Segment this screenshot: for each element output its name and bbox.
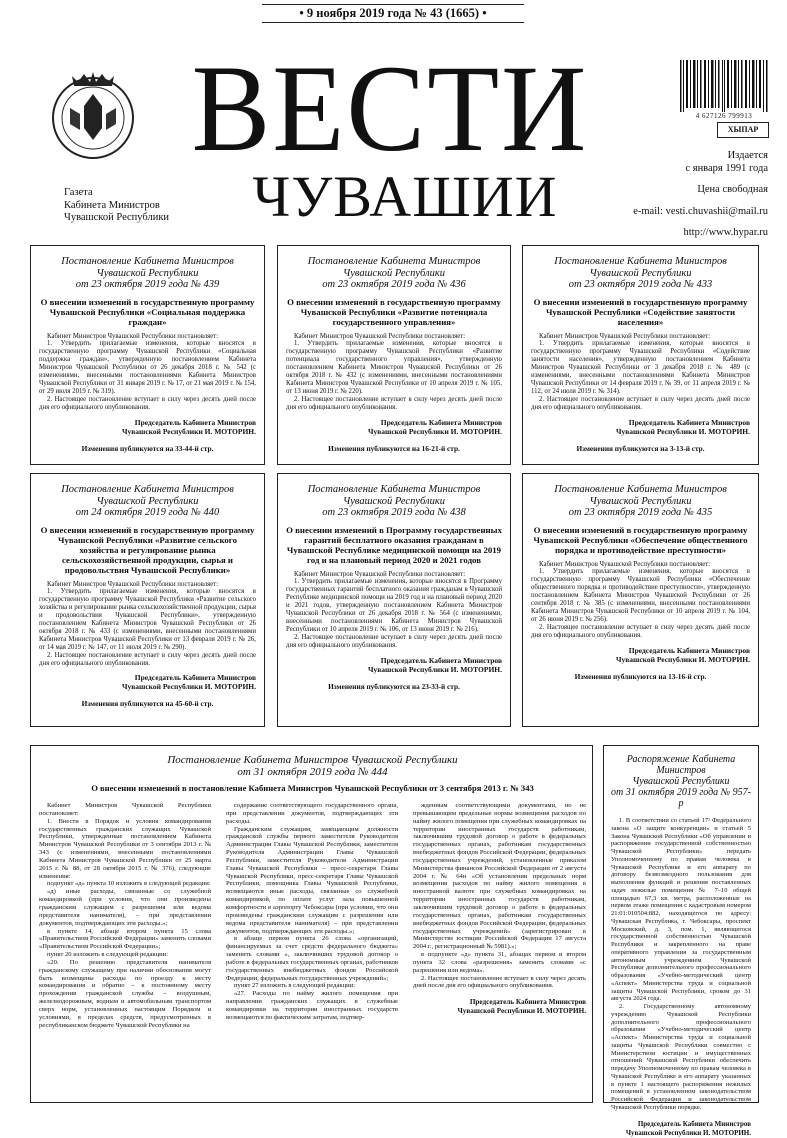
heading-line: от 23 октября 2019 года № 439 xyxy=(75,279,220,290)
article-signature xyxy=(611,1120,751,1138)
article-heading xyxy=(286,256,502,291)
heading-line: Чувашской Республики xyxy=(343,267,445,279)
article-signature xyxy=(39,673,256,691)
heading-line: Постановление Кабинета Министров xyxy=(554,256,727,267)
paragraph: 2. Настоящее постановление вступает в силу через десять дней после дня его официального опубликования. xyxy=(286,633,502,649)
article-title: О внесении изменений в Программу государственных гарантий бесплатного оказания гражданам в Чувашской Республике медицинской помощи на 2019 год и на плановый период 2020 и 2021 годов xyxy=(286,524,502,565)
page-reference: Изменения публикуются на 13-16-й стр. xyxy=(574,671,707,681)
paragraph: содержание соответствующего государственного органа, при представлении документов, подтверждающих эти расходы. xyxy=(226,802,398,825)
article-title: О внесении изменений в государственную программу Чувашской Республики «Обеспечение общественного порядка и противодействие преступности» xyxy=(533,524,748,555)
paragraph: 1. Утвердить прилагаемые изменения, которые вносятся в государственную программу Чувашской Республики «Содействие занятости населения», утвержденную постановлением Кабинета Министров Чувашской Республики от 3 декабря 2018 г. № 489 (с изменениями, внесенными постановлениями Кабинета Министров Чувашской Республики от 14 февраля 2019 г. № 39, от 11 апреля 2019 г. № 112, от 24 июля 2019 г. № 314). xyxy=(531,340,750,395)
article-heading xyxy=(31,754,594,778)
heading-line: Постановление Кабинета Министров xyxy=(61,256,234,267)
article-signature xyxy=(531,646,750,664)
article-heading xyxy=(286,484,502,519)
hypar-logo: ХЫПАР xyxy=(717,122,769,138)
heading-line: Постановление Кабинета Министров xyxy=(307,256,481,267)
publisher-line: Чувашской Республики xyxy=(64,212,170,223)
issue-rule-bottom xyxy=(262,22,524,23)
heading-line: от 23 октября 2019 года № 435 xyxy=(568,507,713,518)
paragraph: 1. Утвердить прилагаемые изменения, которые вносятся в государственную программу Чувашской Республики «Развитие сельского хозяйства и регулирование рынка сельскохозяйственной продукции, сырья и продовольствия Чувашской Республики», утвержденную постановлением Кабинета Министров Чувашской Республики от 26 октября 2018 г. № 433 (с изменениями, внесенными постановлениями Кабинета Министров Чувашской Республики от 13 февраля 2019 г. № 26, от 14 мая 2019 г. № 147, от 11 июля 2019 г. № 290). xyxy=(39,588,256,651)
paragraph: «д) иные расходы, связанные со служебной командировкой (при условии, что они произведены гражданским служащим с разрешения или ведома представителя нанимателя), – при представлении документов, подтверждающих эти расходы.»; xyxy=(39,888,211,927)
paragraph: Кабинет Министров Чувашской Республики постановляет: xyxy=(294,332,466,340)
masthead-title-top: ВЕСТИ xyxy=(191,39,589,178)
paragraph: 1. В соответствии со статьей 17¹ Федерального закона «О защите конкуренции» и статьей 5 Закона Чувашской Республики «Об управлении и распоряжении государственной собственностью Чувашской Республики» передать Уполномоченному по правам человека в Чувашской Республике и его аппарату по договору безвозмездного пользования для выполнения функций и решения поставленных задач нежилые помещения № 7–10 общей площадью 67,3 кв. метра, расположенные на первом этаже помещения с кадастровым номером 21:01:010504:882, находящегося по адресу: Чувашская Республика, г. Чебоксары, проспект Московский, д. 3, пом. 1, являющегося государственной собственностью Чувашской Республики и закрепленного на праве оперативного управления за государственным автономным учреждением Чувашской Республики дополнительного профессионального образования «Учебно-методический центр «Аспект» Министерства труда и социальной защиты Чувашской Республики, сроком до 31 августа 2024 года. xyxy=(611,817,751,1003)
signature-line: Чувашской Республики И. МОТОРИН. xyxy=(367,664,502,674)
signature-line: Председатель Кабинета Министров xyxy=(134,673,256,683)
signature-line: Чувашской Республики И. МОТОРИН. xyxy=(625,1128,751,1137)
chuvash-emblem-icon xyxy=(50,70,136,162)
barcode-number: 4 627126 799913 xyxy=(695,112,753,120)
article-signature xyxy=(286,418,502,436)
issue-line: • 9 ноября 2019 года № 43 (1665) • xyxy=(299,6,487,20)
paragraph: Кабинет Министров Чувашской Республики постановляет: xyxy=(47,580,219,588)
heading-line: от 23 октября 2019 года № 433 xyxy=(568,279,713,290)
paragraph: пункт 27 изложить в следующей редакции: xyxy=(234,982,356,990)
paragraph: в подпункте «д» пункта 31, абзацах первом и втором пункта 32 слова «разрешения» заменить словами «с разрешения или ведома». xyxy=(413,951,586,974)
paragraph: в абзаце первом пункта 26 слова «организаций, финансируемых за счет средств федерального бюджета» заменить словами «, заключивших трудовой договор о работе в федеральных государственных органах, работников государственных внебюджетных фондов Российской Федерации, федеральных государственных учреждений»; xyxy=(226,935,398,982)
paragraph: 1. Утвердить прилагаемые изменения, которые вносятся в государственную программу Чувашской Республики «Социальная поддержка граждан», утвержденную постановлением Кабинета Министров Чувашской Республики от 26 декабря 2018 г. № 542 (с изменениями, внесенными постановлениями Кабинета Министров Чувашской Республики от 31 января 2019 г. № 17, от 21 мая 2019 г. № 154, от 29 июля 2019 г. № 319). xyxy=(39,340,256,395)
heading-line: от 31 октября 2019 года № 444 xyxy=(237,766,388,778)
heading-line: Чувашской Республики xyxy=(589,267,692,279)
paragraph: 2. Настоящее постановление вступает в силу через десять дней после дня его официального опубликования. xyxy=(531,623,750,639)
paragraph: Кабинет Министров Чувашской Республики постановляет: xyxy=(47,332,219,340)
article-heading xyxy=(39,484,256,519)
paragraph: Кабинет Министров Чувашской Республики постановляет: xyxy=(294,570,466,578)
paragraph: Кабинет Министров Чувашской Республики постановляет: xyxy=(39,802,211,817)
paragraph: пункт 20 изложить в следующей редакции: xyxy=(47,951,169,959)
paragraph: «27. Расходы по найму жилого помещения при направлении гражданских служащих в служебные командировки на территории иностранных государств возмещаются по фактическим затратам, подтвер- xyxy=(226,990,398,1021)
heading-line: Постановление Кабинета Министров xyxy=(307,484,481,495)
page-reference: Изменения публикуются на 45-60-й стр. xyxy=(81,699,214,709)
signature-line: Председатель Кабинета Министров xyxy=(637,1119,751,1128)
heading-line: Чувашской Республики xyxy=(632,776,730,787)
since-line: с января 1991 года xyxy=(685,162,768,174)
email-link[interactable]: e-mail: vesti.chuvashii@mail.ru xyxy=(633,205,768,217)
article-440 xyxy=(30,473,265,727)
heading-line: Постановление Кабинета Министров Чувашской Республики xyxy=(167,754,458,766)
price-text: Цена свободная xyxy=(697,184,768,195)
page-reference: Изменения публикуются на 23-33-й стр. xyxy=(328,681,460,691)
heading-line: от 23 октября 2019 года № 438 xyxy=(322,507,466,518)
publisher-line: Газета xyxy=(64,187,93,198)
publisher-line: Кабинета Министров xyxy=(64,199,160,211)
heading-line: Чувашской Республики xyxy=(589,495,692,507)
article-heading xyxy=(611,754,751,809)
text-column xyxy=(611,817,751,1112)
heading-line: от 24 октября 2019 года № 440 xyxy=(75,507,220,518)
signature-line: Председатель Кабинета Министров xyxy=(628,645,750,655)
article-title: О внесении изменений в постановление Кабинета Министров Чувашской Республики от 3 сентября 2013 г. № 343 xyxy=(91,783,534,793)
publisher-info xyxy=(64,187,169,225)
text-column xyxy=(413,802,586,1016)
heading-line: Постановление Кабинета Министров xyxy=(61,484,234,495)
article-439 xyxy=(30,245,265,465)
signature-line: Председатель Кабинета Министров xyxy=(134,417,256,427)
text-column xyxy=(226,802,398,1022)
article-title: О внесении изменений в государственную программу Чувашской Республики «Развитие потенциала государственного управления» xyxy=(287,296,501,327)
heading-line: Чувашской Республики xyxy=(96,267,199,279)
since-line: Издается xyxy=(727,150,768,161)
heading-line: Чувашской Республики xyxy=(96,495,199,507)
article-signature xyxy=(39,418,256,436)
signature-line: Председатель Кабинета Министров xyxy=(380,655,502,665)
paragraph: жденным соответствующими документами, но не превышающим предельные нормы возмещения расходов по найму жилого помещения при служебных командировках на территории иностранных государств работникам, заключившим трудовой договор о работе в федеральных государственных органах, работникам государственных внебюджетных фондов Российской Федерации, федеральных государственных учреждений, установленные приказом Министерства финансов Российской Федерации от 2 августа 2004 г. № 64н «Об установлении предельных норм возмещения расходов по найму жилого помещения в иностранной валюте при служебных командировках на территории иностранных государств работникам, заключившим трудовой договор о работе в федеральных государственных органах, работникам государственных внебюджетных фондов Российской Федерации, федеральных государственных учреждений» (зарегистрирован в Министерстве юстиции Российской Федерации 17 августа 2004 г., регистрационный № 5981).»; xyxy=(413,802,586,951)
page-reference: Изменения публикуются на 33-44-й стр. xyxy=(81,443,214,453)
order-957-r xyxy=(603,745,759,1137)
heading-line: Распоряжение Кабинета Министров xyxy=(626,754,736,776)
article-body xyxy=(531,333,750,412)
paragraph: 1. Утвердить прилагаемые изменения, которые вносятся в Программу государственных гарантий бесплатного оказания гражданам в Чувашской Республике медицинской помощи на 2019 год и на плановый период 2020 и 2021 годов, утвержденную постановлением Кабинета Министров Чувашской Республики от 26 декабря 2018 г. № 564 (с изменениями, внесенными постановлениями Кабинета Министров Чувашской Республики от 10 апреля 2019 г. № 106, от 13 июня 2019 г. № 216). xyxy=(286,578,502,633)
paragraph: подпункт «д» пункта 10 изложить в следующей редакции: xyxy=(47,880,211,888)
paragraph: 2. Настоящее постановление вступает в силу через десять дней после дня его официального опубликования. xyxy=(413,974,586,990)
signature-line: Чувашской Республики И. МОТОРИН. xyxy=(121,682,256,692)
article-heading xyxy=(531,256,750,291)
paragraph: Кабинет Министров Чувашской Республики постановляет: xyxy=(539,560,711,568)
article-heading xyxy=(39,256,256,291)
paragraph: 2. Настоящее постановление вступает в силу через десять дней после дня его официального опубликования. xyxy=(39,395,256,411)
paragraph: «20. По решению представителя нанимателя гражданскому служащему при наличии обоснования могут быть возмещены расходы по проезду к месту командирования и обратно – к постоянному месту прохождения гражданской службы – воздушным, железнодорожным, водным и автомобильным транспортом сверх норм, установленных настоящим Порядком и условиями, в пределах средств, предусмотренных в республиканском бюджете Чувашской Республики на xyxy=(39,958,211,1029)
signature-line: Председатель Кабинета Министров xyxy=(380,417,502,427)
masthead-title-bottom: ЧУВАШИИ xyxy=(252,164,558,229)
article-heading xyxy=(531,484,750,519)
paragraph: 1. Утвердить прилагаемые изменения, которые вносятся в государственную программу Чувашской Республики «Обеспечение общественного порядка и противодействие преступности», утвержденную постановлением Кабинета Министров Чувашской Республики от 26 сентября 2018 г. № 385 (с изменениями, внесенными постановлениями Кабинета Министров Чувашской Республики от 10 апреля 2019 г. № 104, от 26 июня 2019 г. № 256). xyxy=(531,568,750,623)
article-signature xyxy=(413,998,586,1016)
article-title: О внесении изменений в государственную программу Чувашской Республики «Развитие сельского хозяйства и регулирование рынка сельскохозяйственной продукции, сырья и продовольствия Чувашской Республики» xyxy=(40,524,255,575)
article-title: О внесении изменений в государственную программу Чувашской Республики «Содействие занятости населения» xyxy=(533,296,748,327)
heading-line: Постановление Кабинета Министров xyxy=(554,484,727,495)
signature-line: Председатель Кабинета Министров xyxy=(628,417,750,427)
article-body xyxy=(286,333,502,412)
text-column xyxy=(39,802,211,1029)
website-link[interactable]: http://www.hypar.ru xyxy=(683,227,768,238)
issue-rule-left xyxy=(262,4,524,5)
article-433 xyxy=(522,245,759,465)
paragraph: 1. Утвердить прилагаемые изменения, которые вносятся в государственную программу Чувашской Республики «Развитие потенциала государственного управления», утвержденную постановлением Кабинета Министров Чувашской Республики от 26 октября 2018 г. № 432 (с изменениями, внесенными постановлениями Кабинета Министров Чувашской Республики от 10 апреля 2019 г. № 105, от 13 июня 2019 г. № 220). xyxy=(286,340,502,395)
heading-line: от 31 октября 2019 года № 957-р xyxy=(611,787,751,809)
page-reference: Изменения публикуются на 3-13-й стр. xyxy=(576,443,705,453)
paragraph: 2. Настоящее постановление вступает в силу через десять дней после дня его официального опубликования. xyxy=(39,651,256,667)
article-444 xyxy=(30,745,593,1103)
article-435 xyxy=(522,473,759,727)
article-body xyxy=(286,571,502,650)
article-title: О внесении изменений в государственную программу Чувашской Республики «Социальная поддержка граждан» xyxy=(40,296,255,327)
signature-line: Председатель Кабинета Министров xyxy=(469,998,586,1007)
paragraph: 2. Государственному автономному учреждению Чувашской Республики дополнительного профессионального образования «Учебно-методический центр «Аспект» Министерства труда и социальной защиты Чувашской Республики совместно с Министерством юстиции и имущественных отношений Чувашской Республики обеспечить передачу Уполномоченному по правам человека в Чувашской Республике и его аппарату указанных в пункте 1 настоящего распоряжения нежилых помещений в установленном законодательством Российской Федерации и законодательством Чувашской Республики порядке. xyxy=(611,1003,751,1111)
barcode-icon xyxy=(678,60,770,112)
page-reference: Изменения публикуются на 16-21-й стр. xyxy=(328,443,460,453)
paragraph: Гражданским служащим, замещающим должности гражданской службы первого заместителя Руководителя Администрации Главы Чувашской Республики, заместителя Руководителя Администрации Главы Чувашской Республики, заместителя Руководителя Администрации Главы Чувашской Республики – пресс-секретаря Главы Чувашской Республики, пресс-секретаря Главы Чувашской Республики, помощника Главы Чувашской Республики, возмещаются иные расходы, связанные со служебной командировкой, по оплате услуг зала повышенной комфортности в аэропорту Чебоксары (при условии, что они произведены гражданским служащим с разрешения или ведома представителя нанимателя) – при представлении документов, подтверждающих эти расходы.»; xyxy=(226,825,398,935)
signature-line: Чувашской Республики И. МОТОРИН. xyxy=(367,426,502,436)
signature-line: Чувашской Республики И. МОТОРИН. xyxy=(121,426,256,436)
edition-info xyxy=(633,150,768,240)
signature-line: Чувашской Республики И. МОТОРИН. xyxy=(615,426,750,436)
heading-line: от 23 октября 2019 года № 436 xyxy=(322,279,466,290)
signature-line: Чувашской Республики И. МОТОРИН. xyxy=(457,1007,586,1016)
paragraph: 1. Внести в Порядок и условия командирования государственных гражданских служащих Чувашской Республики, утвержденные постановлением Кабинета Министров Чувашской Республики от 3 сентября 2013 г. № 343 (с изменениями, внесенными постановлениями Кабинета Министров Чувашской Республики от 25 марта 2015 г. № 88, от 28 октября 2015 г. № 376), следующие изменения: xyxy=(39,817,211,880)
paragraph: 2. Настоящее постановление вступает в силу через десять дней после дня его официального опубликования. xyxy=(286,395,502,411)
paragraph: Кабинет Министров Чувашской Республики постановляет: xyxy=(539,332,711,340)
article-body xyxy=(39,581,256,668)
paragraph: 2. Настоящее постановление вступает в силу через десять дней после дня его официального опубликования. xyxy=(531,395,750,411)
paragraph: в пункте 14, абзаце втором пункта 15 слова «Правительством Российской Федерации» заменить словами «Правительством Российской Федерации»; xyxy=(39,927,211,951)
heading-line: Чувашской Республики xyxy=(343,495,445,507)
article-body xyxy=(531,561,750,640)
article-436 xyxy=(277,245,511,465)
article-438 xyxy=(277,473,511,727)
article-signature xyxy=(531,418,750,436)
article-signature xyxy=(286,656,502,674)
article-body xyxy=(39,333,256,412)
signature-line: Чувашской Республики И. МОТОРИН. xyxy=(615,654,750,664)
